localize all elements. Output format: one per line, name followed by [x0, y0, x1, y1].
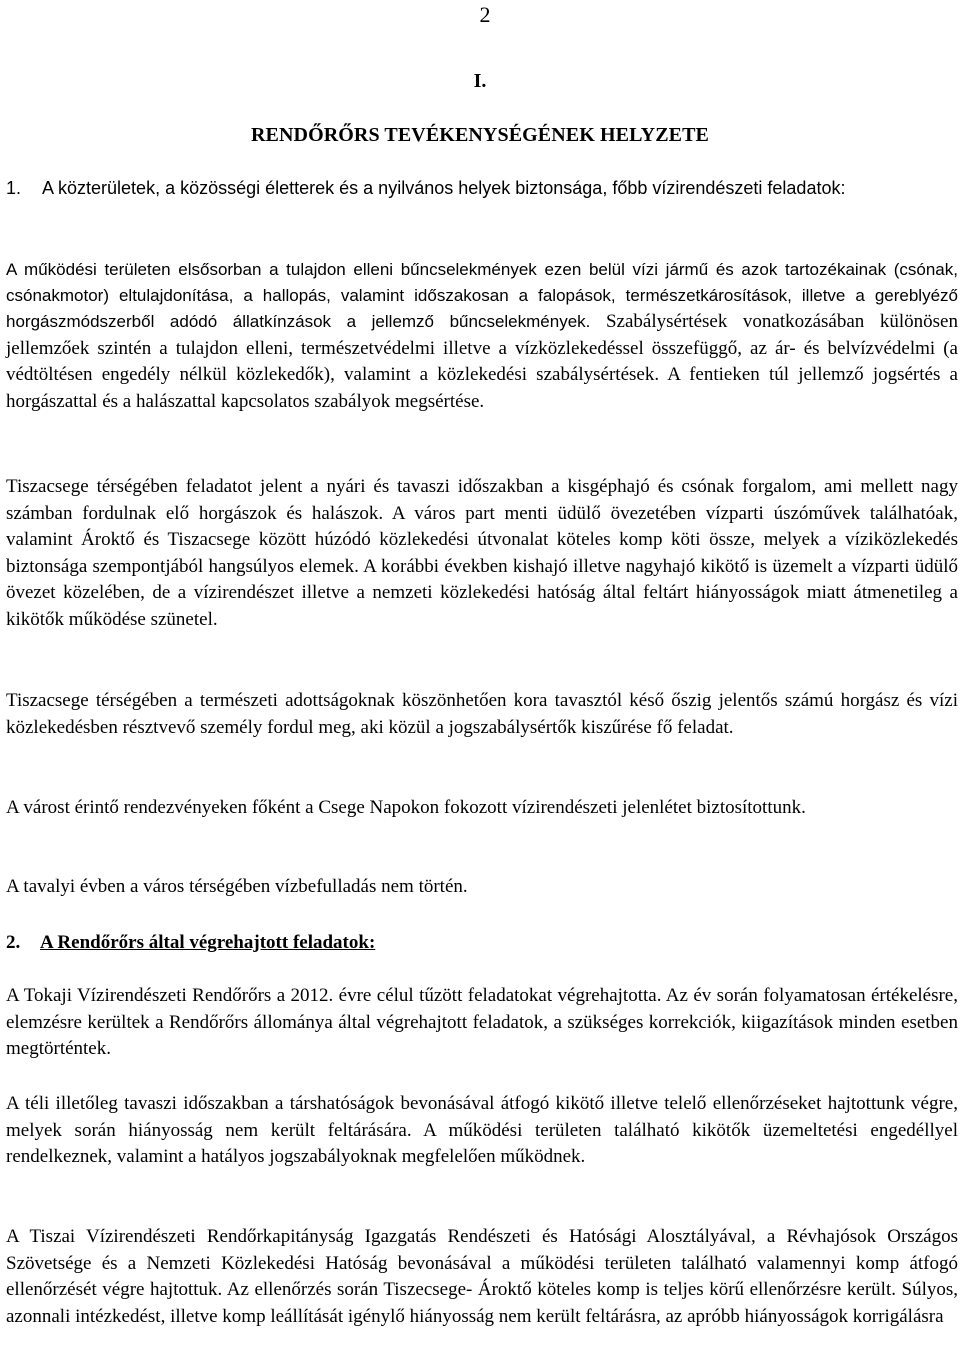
- section1-heading: [6, 176, 958, 201]
- chapter-title: RENDŐRŐRS TEVÉKENYSÉGÉNEK HELYZETE: [251, 124, 709, 146]
- section1-paragraph-1: [6, 257, 958, 415]
- section1-paragraph-4: A várost érintő rendezvényeken főként a Csege Napokon fokozott vízirendészeti jelenlétet biztosítottunk.: [6, 797, 806, 818]
- section2-paragraph-2: A téli illetőleg tavaszi időszakban a társhatóságok bevonásával átfogó kikötő illetve telelő ellenőrzéseket hajtottunk végre, melyek során hiányosság nem került feltárására. A működési területen található kikötők üzemeltetési engedéllyel rendelkeznek, valamint a hatályos jogszabályoknak megfelelően működnek.: [6, 1093, 958, 1167]
- page-number: 2: [479, 2, 491, 27]
- section1-para1-serif: Szabálysértések vonatkozásában különösen jellemzőek szintén a tulajdon elleni, természetvédelmi illetve a vízközlekedéssel összefüggő, az ár- és belvízvédelmi (a védtöltésen engedély nélkül közlekedők), valamint a közlekedési szabálysértések. A fentieken túl jellemző jogsértés a horgászattal és a halászattal kapcsolatos szabályok megsértése.: [6, 311, 958, 412]
- section1-paragraph-5: A tavalyi évben a város térségében vízbefulladás nem történ.: [6, 876, 468, 897]
- section2-title: A Rendőrőrs által végrehajtott feladatok:: [40, 932, 376, 953]
- section1-number: 1.: [6, 178, 22, 198]
- section1-paragraph-3: Tiszacsege térségében a természeti adottságoknak köszönhetően kora tavasztól késő őszig jelentős számú horgász és vízi közlekedésben résztvevő személy fordul meg, aki közül a jogszabálysértők kiszűrése fő feladat.: [6, 690, 958, 738]
- section2-paragraph-3: A Tiszai Vízirendészeti Rendőrkapitányság Igazgatás Rendészeti és Hatósági Alosztályával, a Révhajósok Országos Szövetsége és a Nemzeti Közlekedési Hatóság bevonásával a működési területen található valamennyi komp átfogó ellenőrzését végre hajtottuk. Az ellenőrzés során Tiszecsege- Ároktő köteles komp is teljes körű ellenőrzésre került. Súlyos, azonnali intézkedést, illetve komp leállítását igénylő hiányosság nem került feltárásra, az apróbb hiányosságok korrigálásra: [6, 1226, 958, 1327]
- section1-para1-sans: A működési területen elsősorban a tulajdon elleni bűncselekmények ezen belül vízi jármű és azok tartozékainak (csónak, csónakmotor) eltulajdonítása, a hallopás, valamint időszakosan a falopások, természetkárosítások, illetve a gereblyéző horgászmódszerből adódó állatkínzások a jellemző bűncselekmények.: [6, 260, 958, 331]
- section1-title: A közterületek, a közösségi életterek és a nyilvános helyek biztonsága, főbb vízirendészeti feladatok:: [42, 178, 846, 198]
- section2-paragraph-1: A Tokaji Vízirendészeti Rendőrőrs a 2012. évre célul tűzött feladatokat végrehajtotta. Az év során folyamatosan értékelésre, elemzésre kerültek a Rendőrőrs állománya által végrehajtott feladatok, a szükséges korrekciók, kiigazítások minden esetben megtörténtek.: [6, 985, 958, 1059]
- chapter-number: I.: [473, 70, 487, 92]
- section2-number: 2.: [6, 932, 21, 953]
- section2-heading: [6, 930, 958, 956]
- section1-paragraph-2: Tiszacsege térségében feladatot jelent a nyári és tavaszi időszakban a kisgéphajó és csónak forgalom, ami mellett nagy számban fordulnak elő horgászok és halászok. A város part menti üdülő övezetében vízparti úszóművek találhatóak, valamint Ároktő és Tiszacsege között húzódó közlekedési útvonalat köteles komp köti össze, melyek a víziközlekedés biztonsága szempontjából hangsúlyos elemek. A korábbi években kishajó illetve nagyhajó kikötő is üzemelt a vízparti üdülő övezet közelében, de a vízirendészet illetve a nemzeti közlekedési hatóság által feltárt hiányosságok miatt átmenetileg a kikötők működése szünetel.: [6, 476, 958, 630]
